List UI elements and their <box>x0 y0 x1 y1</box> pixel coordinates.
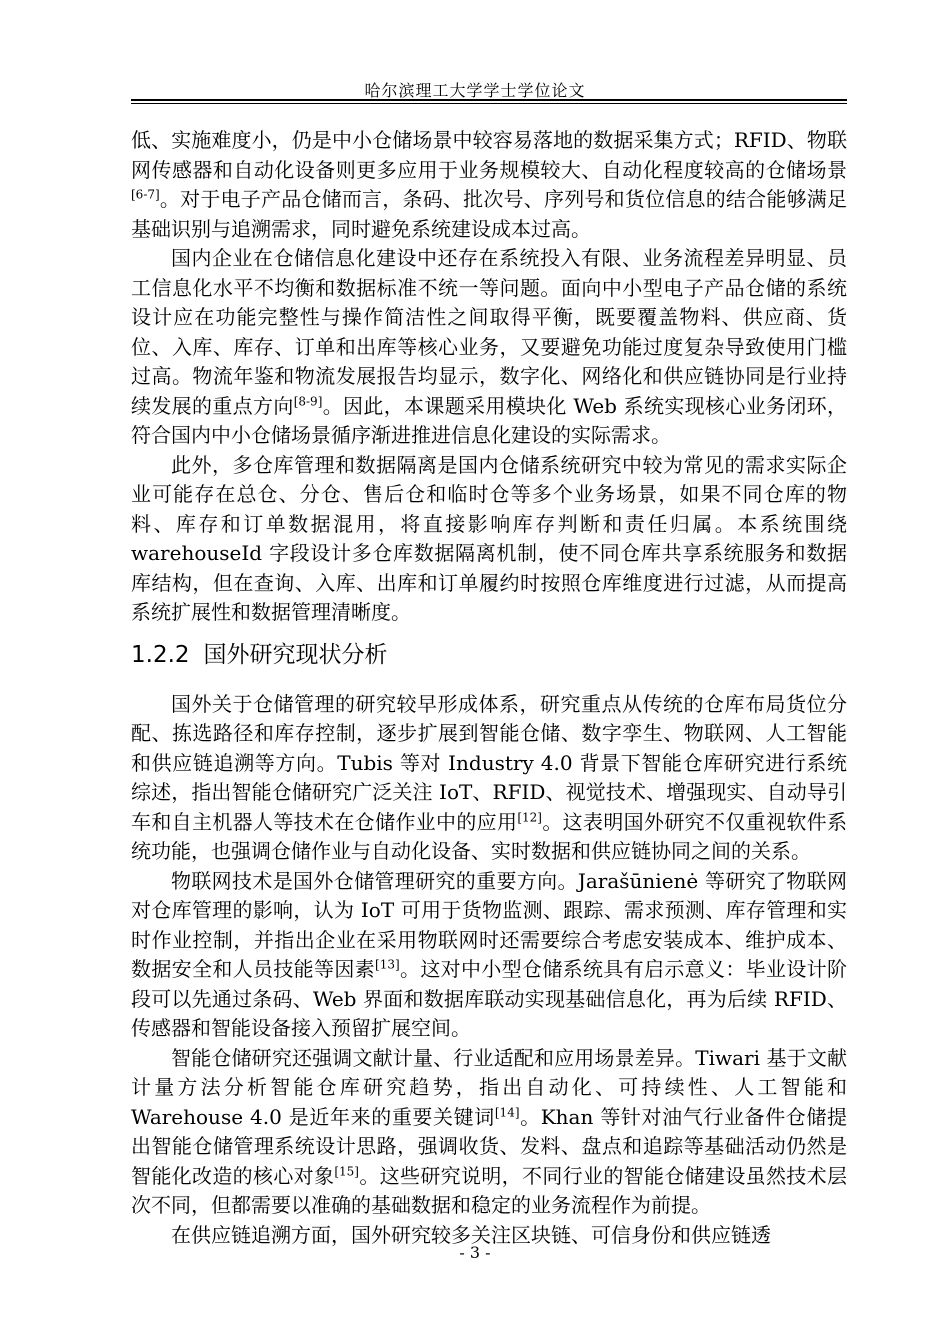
citation: [12] <box>517 809 542 824</box>
paragraph-text: 国外关于仓储管理的研究较早形成体系，研究重点从传统的仓库布局货位分配、拣选路径和库存控制，逐步扩展到智能仓储、数字孪生、物联网、人工智能和供应链追溯等方向。Tubis 等对 Industry 4.0 背景下智能仓库研究进行系统综述，指出智能仓储研究广泛关注 IoT、RFID、视觉技术、增强现实、自动导引车和自主机器人等技术在仓储作业中的应用 <box>131 691 847 834</box>
paragraph-text: 此外，多仓库管理和数据隔离是国内仓储系统研究中较为常见的需求实际企业可能存在总仓、分仓、售后仓和临时仓等多个业务场景，如果不同仓库的物料、库存和订单数据混用，将直接影响库存判断和责任归属。本系统围绕 warehouseId 字段设计多仓库数据隔离机制，使不同仓库共享系统服务和数据库结构，但在查询、入库、出库和订单履约时按照仓库维度进行过滤，从而提高系统扩展性和数据管理清晰度。 <box>131 452 847 624</box>
header-rule <box>131 99 847 104</box>
paragraph-text: 。这对中小型仓储系统具有启示意义：毕业设计阶段可以先通过条码、Web 界面和数据库联动实现基础信息化，再为后续 RFID、传感器和智能设备接入预留扩展空间。 <box>131 957 848 1040</box>
paragraph-5 <box>131 867 847 1044</box>
paragraph-text: 在供应链追溯方面，国外研究较多关注区块链、可信身份和供应链透 <box>171 1222 771 1247</box>
paragraph-4 <box>131 690 847 867</box>
section-title: 国外研究现状分析 <box>203 641 388 668</box>
paragraph-text: 。因此，本课题采用模块化 Web 系统实现核心业务闭环，符合国内中小仓储场景循序渐进推进信息化建设的实际需求。 <box>131 393 848 447</box>
section-number: 1.2.2 <box>131 641 190 668</box>
paragraph-text: 低、实施难度小，仍是中小仓储场景中较容易落地的数据采集方式；RFID、物联网传感器和自动化设备则更多应用于业务规模较大、自动化程度较高的仓储场景 <box>131 128 847 182</box>
citation: [6-7] <box>131 187 160 202</box>
citation: [14] <box>494 1104 520 1119</box>
paragraph-text: 智能仓储研究还强调文献计量、行业适配和应用场景差异。Tiwari 基于文献计量方法分析智能仓库研究趋势，指出自动化、可持续性、人工智能和 Warehouse 4.0 是近年来的重要关键词 <box>131 1045 847 1129</box>
paragraph-text: 。Khan 等针对油气行业备件仓储提出智能仓储管理系统设计思路，强调收货、发料、盘点和追踪等基础活动仍然是智能化改造的核心对象 <box>131 1104 848 1188</box>
paragraph-text: 。对于电子产品仓储而言，条码、批次号、序列号和货位信息的结合能够满足基础识别与追溯需求，同时避免系统建设成本过高。 <box>131 187 847 241</box>
paragraph-6 <box>131 1044 847 1221</box>
citation: [13] <box>375 957 400 972</box>
page-number: - 3 - <box>459 1243 491 1262</box>
paragraph-1 <box>131 126 847 244</box>
paragraph-text: 。这表明国外研究不仅重视软件系统功能，也强调仓储作业与自动化设备、实时数据和供应链协同之间的关系。 <box>131 809 848 863</box>
section-heading <box>131 640 847 670</box>
citation: [15] <box>334 1163 359 1178</box>
paragraph-2 <box>131 244 847 451</box>
paragraph-text: 物联网技术是国外仓储管理研究的重要方向。Jarašūnienė 等研究了物联网对仓库管理的影响，认为 IoT 可用于货物监测、跟踪、需求预测、库存管理和实时作业控制，并指出企业在采用物联网时还需要综合考虑安装成本、维护成本、数据安全和人员技能等因素 <box>131 868 847 981</box>
running-header: 哈尔滨理工大学学士学位论文 <box>364 81 586 100</box>
paragraph-text: 国内企业在仓储信息化建设中还存在系统投入有限、业务流程差异明显、员工信息化水平不均衡和数据标准不统一等问题。面向中小型电子产品仓储的系统设计应在功能完整性与操作简洁性之间取得平衡，既要覆盖物料、供应商、货位、入库、库存、订单和出库等核心业务，又要避免功能过度复杂导致使用门槛过高。物流年鉴和物流发展报告均显示，数字化、网络化和供应链协同是行业持续发展的重点方向 <box>131 246 847 418</box>
paragraph-text: 。这些研究说明，不同行业的智能仓储建设虽然技术层次不同，但都需要以准确的基础数据和稳定的业务流程作为前提。 <box>131 1163 848 1217</box>
paragraph-3 <box>131 451 847 628</box>
thesis-body <box>131 126 847 1250</box>
citation: [8-9] <box>293 393 323 408</box>
